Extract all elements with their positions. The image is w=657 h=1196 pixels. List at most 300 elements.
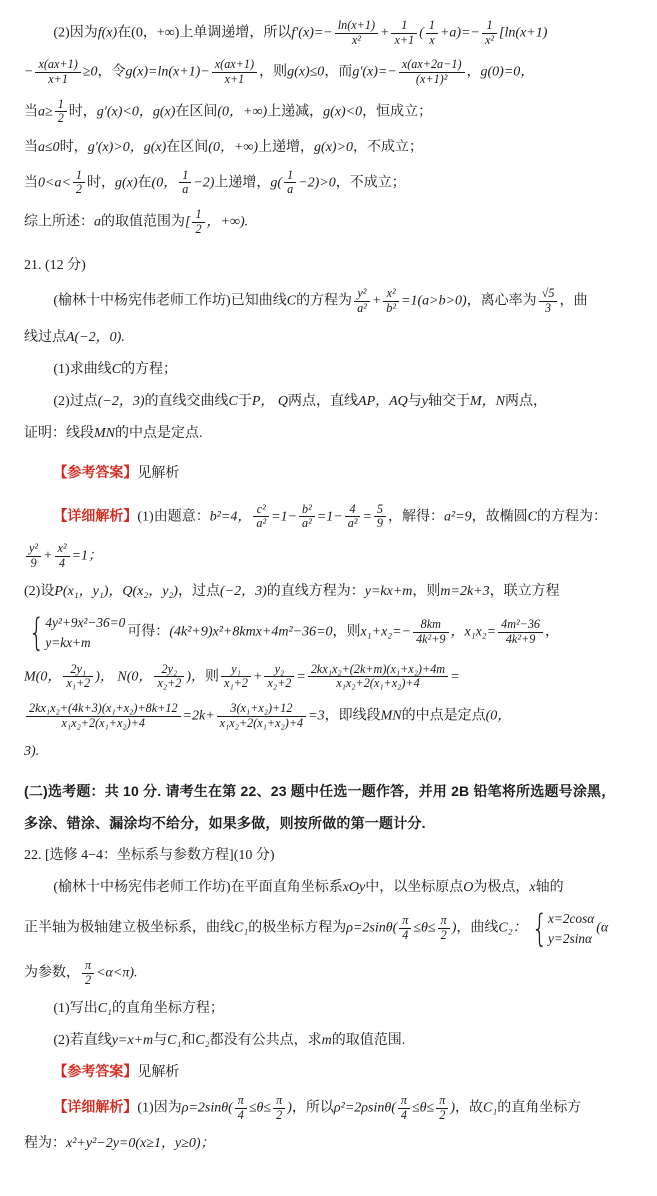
text-run: 22. [选修 4−4：坐标系与参数方程](10 分) — [24, 848, 275, 864]
text-run: (二)选考题：共 10 分. 请考生在第 22、23 题中任选一题作答，并用 2B 铅笔将所选题号涂黑， — [24, 783, 616, 800]
math-run: (α — [596, 920, 609, 936]
text-line — [24, 845, 639, 866]
fraction — [154, 663, 184, 691]
fraction — [374, 503, 386, 531]
math-run: C — [228, 393, 238, 409]
fraction — [55, 98, 67, 126]
fraction — [35, 58, 80, 86]
text-line — [24, 581, 639, 602]
text-run: (2)设 — [24, 584, 55, 600]
answer-label: 【参考答案】 — [53, 1065, 138, 1081]
fraction-numerator: π — [436, 1094, 448, 1109]
math-run: y=kx+m — [364, 584, 413, 600]
answer-label: 【详细解析】 — [53, 509, 138, 525]
text-run: 两点，直线 — [288, 393, 359, 409]
math-run: AP，AQ — [358, 393, 408, 409]
text-line — [24, 906, 639, 950]
fraction — [498, 618, 543, 646]
math-run: g′(x)<0，g(x) — [96, 103, 176, 119]
fraction-denominator: 4k²+9 — [505, 632, 536, 647]
fraction — [391, 19, 417, 47]
math-run: C₂ — [195, 1033, 210, 1049]
text-run: 轴的 — [535, 880, 564, 896]
math-run: ) — [287, 1100, 292, 1116]
text-run: (1)由题意： — [137, 509, 210, 525]
text-line — [24, 137, 639, 158]
text-run: ，解得： — [387, 509, 444, 525]
text-run: 见解析 — [137, 1065, 180, 1081]
fraction-denominator: 3 — [545, 301, 552, 316]
fraction-denominator: b² — [386, 301, 397, 316]
fraction-numerator: π — [438, 914, 450, 929]
text-run: 的中点是定点 — [401, 708, 486, 724]
math-run: g′(x)>0，g(x) — [87, 139, 167, 155]
math-run: ) — [451, 920, 457, 936]
fraction — [26, 542, 41, 570]
fraction-numerator: π — [82, 959, 94, 974]
math-run: + — [371, 293, 382, 309]
fraction-numerator: 3(x₁+x₂)+12 — [217, 702, 306, 717]
text-run: 的方程为 — [296, 293, 353, 309]
text-run: 的取值范围. — [331, 1033, 406, 1049]
fraction-denominator: x₁+2 — [224, 676, 248, 691]
math-run: y — [421, 393, 428, 409]
fraction — [212, 58, 257, 86]
text-line — [24, 741, 639, 762]
fraction — [398, 1094, 410, 1122]
equation-row: 4y²+9x²−36=0 — [45, 615, 126, 631]
math-run: x₁+x₂=− — [360, 624, 412, 640]
math-run: )， N(0， — [95, 669, 153, 685]
text-line — [24, 423, 639, 444]
text-run: 当 — [24, 175, 38, 191]
text-run: 的直线交曲线 — [144, 393, 229, 409]
text-run: (榆林十中杨宪伟老师工作坊)在平面直角坐标系 — [53, 880, 343, 896]
text-line — [24, 391, 639, 412]
text-run: 于 — [237, 393, 252, 409]
text-line — [24, 98, 639, 126]
fraction-numerator: x(ax+2a−1) — [399, 58, 465, 73]
math-run: = — [362, 509, 372, 525]
math-run: + — [252, 669, 263, 685]
text-line — [24, 359, 639, 380]
text-run: (1)因为 — [137, 1100, 182, 1116]
fraction-numerator: 1 — [73, 169, 85, 184]
math-run: (−2，3) — [219, 584, 267, 600]
text-run: (榆林十中杨宪伟老师工作坊)已知曲线 — [53, 293, 287, 309]
fraction-numerator: 1 — [192, 208, 204, 223]
math-run: = — [450, 669, 460, 685]
fraction-denominator: 2 — [57, 111, 64, 126]
fraction-numerator: x(ax+1) — [212, 58, 257, 73]
fraction-denominator: a² — [302, 516, 312, 531]
text-run: 的取值范围为 — [101, 214, 185, 230]
fraction-denominator: x+1 — [224, 71, 245, 86]
math-run: ) — [450, 1100, 456, 1116]
text-run: 在区间 — [175, 103, 218, 119]
text-run: 可得： — [127, 624, 170, 640]
math-run: MN — [380, 708, 402, 724]
equation-system — [529, 906, 595, 950]
text-run: 证明：线段 — [24, 425, 94, 441]
math-run: g( — [270, 175, 283, 191]
text-run: 的方程； — [121, 361, 178, 377]
math-run: =1− — [271, 509, 298, 525]
text-run: ，则 — [259, 64, 288, 80]
fraction-numerator: 1 — [284, 169, 296, 184]
math-run: =1− — [316, 509, 343, 525]
brace-icon: { — [531, 906, 548, 950]
text-run: ，离心率为 — [466, 293, 537, 309]
fraction-denominator: x+1 — [394, 32, 415, 47]
text-run: 的极坐标方程为 — [248, 920, 347, 936]
text-line — [24, 998, 639, 1019]
fraction — [26, 702, 181, 730]
text-run: 当 — [24, 139, 38, 155]
text-line — [24, 208, 639, 236]
math-run: C₂： — [498, 920, 527, 936]
math-run: + — [43, 548, 53, 564]
fraction-numerator: y² — [26, 542, 41, 557]
fraction-numerator: y₁ — [221, 663, 251, 678]
text-run: 多涂、错涂、漏涂均不给分，如果多做，则按所做的第一题计分. — [24, 815, 426, 832]
fraction-numerator: x² — [55, 542, 70, 557]
text-line — [24, 1062, 639, 1083]
fraction-numerator: 1 — [55, 98, 67, 113]
fraction — [55, 542, 70, 570]
equation-row: x=2cosα — [548, 911, 595, 927]
fraction-numerator: π — [273, 1094, 285, 1109]
text-run: 与 — [153, 1033, 168, 1049]
fraction — [383, 287, 399, 315]
text-run: ，曲 — [559, 293, 588, 309]
math-run: C — [527, 509, 537, 525]
fraction-denominator: x² — [351, 32, 361, 47]
fraction-denominator: 2 — [440, 928, 447, 943]
text-run: ，而 — [324, 64, 353, 80]
text-run: 的直线方程为： — [266, 584, 365, 600]
text-run: 在区间 — [166, 139, 209, 155]
math-run: xOy — [342, 880, 366, 896]
text-run: 都没有公共点，求 — [209, 1033, 322, 1049]
text-run: 上递增， — [214, 175, 271, 191]
text-line — [24, 663, 639, 691]
fraction-denominator: x — [429, 32, 435, 47]
fraction-denominator: a² — [347, 516, 358, 531]
fraction-numerator: 1 — [426, 19, 438, 34]
text-line — [24, 255, 639, 276]
text-run: (2)若直线 — [53, 1033, 112, 1049]
text-run: ， — [466, 64, 481, 80]
math-run: + — [380, 25, 390, 41]
text-run: 时， — [59, 139, 88, 155]
math-run: y=x+m — [111, 1033, 154, 1049]
text-run: 上递增， — [258, 139, 315, 155]
fraction — [82, 959, 94, 987]
fraction-denominator: 4 — [59, 555, 66, 570]
text-line — [24, 58, 639, 86]
fraction-denominator: x₁x₂+2(x₁+x₂)+4 — [219, 715, 304, 730]
math-run: x — [529, 880, 536, 896]
math-run: (0，+∞) — [208, 139, 259, 155]
math-run: A(−2，0). — [66, 329, 125, 345]
equation-system-rows — [45, 613, 125, 652]
text-line — [24, 781, 639, 802]
math-run: C₁ — [483, 1100, 498, 1116]
text-line — [24, 702, 639, 730]
text-run: ，恒成立； — [362, 103, 433, 119]
fraction-denominator: a — [287, 182, 294, 197]
text-run: ，过点 — [177, 584, 220, 600]
fraction-denominator: 9 — [376, 516, 383, 531]
text-line — [24, 610, 639, 654]
text-run: 时， — [87, 175, 115, 191]
text-run: ， — [545, 624, 560, 640]
fraction — [399, 58, 465, 86]
math-run: O — [463, 880, 474, 896]
text-run: 当 — [24, 103, 38, 119]
math-run: g(x)≤0 — [287, 64, 325, 80]
fraction-denominator: 2 — [85, 972, 92, 987]
text-run: 两点， — [505, 393, 547, 409]
math-run: <α<π). — [96, 965, 138, 981]
math-run: =3 — [308, 708, 325, 724]
text-run: 与 — [407, 393, 422, 409]
fraction-numerator: 4m²−36 — [498, 618, 543, 633]
math-run: C — [286, 293, 297, 309]
fraction-numerator: 4 — [345, 503, 361, 518]
fraction-numerator: x² — [383, 287, 399, 302]
fraction-denominator: 2 — [439, 1107, 446, 1122]
math-run: MN — [94, 425, 115, 441]
fraction-numerator: 8km — [413, 618, 448, 633]
text-run: 上递减， — [267, 103, 324, 119]
text-run: 中，以坐标原点 — [365, 880, 464, 896]
text-run: 的直角坐标方 — [497, 1100, 582, 1116]
math-run: m=2k+3 — [440, 584, 490, 600]
math-run: M(0， — [24, 669, 62, 685]
text-run: 的中点是定点. — [115, 425, 203, 441]
fraction — [413, 618, 448, 646]
text-run: ，故椭圆 — [471, 509, 528, 525]
fraction-denominator: 4 — [237, 1107, 244, 1122]
math-run: (4k²+9)x²+8kmx+4m²−36=0 — [169, 624, 333, 640]
math-run: C₁ — [97, 1001, 112, 1017]
text-run: 在(0，+∞)上单调递增，所以 — [117, 25, 292, 41]
fraction-numerator: 2kx₁x₂+(4k+3)(x₁+x₂)+8k+12 — [26, 702, 181, 717]
math-run: ≤θ≤ — [413, 920, 436, 936]
fraction-denominator: x₁x₂+2(x₁+x₂)+4 — [336, 676, 420, 691]
fraction-denominator: x₁+2 — [66, 676, 91, 691]
fraction — [179, 169, 191, 197]
text-run: ，令 — [97, 64, 126, 80]
fraction-numerator: y² — [354, 287, 370, 302]
fraction — [63, 663, 93, 691]
fraction-denominator: 4 — [402, 928, 409, 943]
fraction-numerator: y₂ — [264, 663, 294, 678]
fraction-numerator: 2kx₁x₂+(2k+m)(x₁+x₂)+4m — [308, 663, 448, 678]
fraction — [539, 287, 558, 315]
fraction-numerator: 1 — [391, 19, 417, 34]
answer-label: 【详细解析】 — [53, 1100, 138, 1116]
equation-system-rows — [548, 909, 594, 948]
fraction-numerator: π — [398, 1094, 410, 1109]
math-run: C — [111, 361, 122, 377]
fraction-numerator: 5 — [374, 503, 386, 518]
math-run: ，x₁x₂= — [450, 624, 497, 640]
fraction-numerator: b² — [299, 503, 315, 518]
fraction-denominator: 9 — [30, 555, 37, 570]
math-run: =2k+ — [182, 708, 215, 724]
equation-row: y=kx+m — [45, 634, 91, 650]
text-run: (1)求曲线 — [53, 361, 112, 377]
math-run: g(x)>0 — [314, 139, 354, 155]
text-run: 的直角坐标方程； — [111, 1001, 224, 1017]
math-run: a²=9 — [443, 509, 472, 525]
text-run: (1)写出 — [53, 1001, 98, 1017]
text-run: ，曲线 — [456, 920, 499, 936]
text-line — [24, 877, 639, 898]
math-run: −2)>0 — [298, 175, 336, 191]
fraction-numerator: √5 — [539, 287, 558, 302]
text-run: (2)因为 — [53, 25, 98, 41]
text-run: 综上所述： — [24, 214, 94, 230]
math-run: ≤θ≤ — [248, 1100, 272, 1116]
text-line — [24, 169, 639, 197]
text-run: 见解析 — [137, 465, 180, 481]
math-run: M，N — [470, 393, 505, 409]
math-run: f(x) — [97, 25, 118, 41]
text-run: (2)过点 — [53, 393, 98, 409]
fraction-numerator: 1 — [179, 169, 191, 184]
math-run: g(0)=0， — [480, 64, 535, 80]
math-run: 3). — [24, 744, 40, 760]
fraction-numerator: x(ax+1) — [35, 58, 80, 73]
fraction — [426, 19, 438, 47]
text-run: 和 — [181, 1033, 196, 1049]
math-run: (−2，3) — [97, 393, 145, 409]
fraction — [345, 503, 361, 531]
fraction — [284, 169, 296, 197]
fraction-numerator: 1 — [482, 19, 497, 34]
fraction-denominator: x+1 — [48, 71, 68, 86]
text-run: 为参数， — [24, 965, 80, 981]
math-run: =1(a>b>0) — [401, 293, 467, 309]
math-run: ≥0 — [82, 64, 98, 80]
fraction-denominator: 2 — [195, 221, 202, 236]
math-run: (0， — [151, 175, 178, 191]
fraction-denominator: 2 — [75, 182, 82, 197]
math-run: −2) — [193, 175, 215, 191]
math-run: [ln(x+1) — [499, 25, 548, 41]
math-run: g(x)=ln(x+1)− — [125, 64, 210, 80]
math-run: ρ²=2ρsinθ( — [333, 1100, 396, 1116]
text-run: 时， — [68, 103, 97, 119]
text-run: ，联立方程 — [489, 584, 560, 600]
fraction-denominator: x₂+2 — [267, 676, 292, 691]
math-run: a≤0 — [38, 139, 60, 155]
text-run: 21. (12 分) — [24, 258, 86, 274]
fraction-denominator: x₂+2 — [157, 676, 182, 691]
text-run: ，所以 — [291, 1100, 334, 1116]
fraction-denominator: 4 — [400, 1107, 407, 1122]
text-line — [24, 287, 639, 315]
fraction — [264, 663, 294, 691]
fraction — [273, 1094, 285, 1122]
math-run: = — [296, 669, 306, 685]
math-run: =1； — [71, 548, 103, 564]
text-line — [24, 542, 639, 570]
fraction — [235, 1094, 247, 1122]
text-run: ，即线段 — [324, 708, 381, 724]
fraction — [482, 19, 497, 47]
brace-icon: { — [28, 610, 45, 654]
text-run: 线过点 — [24, 329, 66, 345]
text-line — [24, 1030, 639, 1051]
text-line — [24, 463, 639, 484]
text-line — [24, 327, 639, 348]
math-run: )， — [186, 669, 206, 685]
fraction-denominator: 2 — [276, 1107, 283, 1122]
math-run: (0， — [485, 708, 512, 724]
text-run: ，则 — [332, 624, 361, 640]
text-run: 为极点， — [473, 880, 530, 896]
fraction-denominator: a — [182, 182, 189, 197]
fraction-denominator: x₁x₂+2(x₁+x₂)+4 — [61, 715, 145, 730]
math-run: P(x₁，y₁)，Q(x₂，y₂) — [54, 584, 178, 600]
math-run: ( — [419, 25, 424, 41]
fraction-numerator: π — [235, 1094, 247, 1109]
math-run: a — [94, 214, 101, 230]
math-run: C₁ — [234, 920, 249, 936]
math-run: (0，+∞) — [217, 103, 268, 119]
math-run: [ — [185, 214, 191, 230]
math-run: ≤θ≤ — [411, 1100, 435, 1116]
math-run: m — [321, 1033, 332, 1049]
math-run: g′(x)=− — [352, 64, 397, 80]
text-line — [24, 813, 639, 834]
math-run: +a)=− — [439, 25, 480, 41]
text-line — [24, 1133, 639, 1154]
fraction — [192, 208, 204, 236]
fraction — [399, 914, 411, 942]
math-run: f′(x)=− — [291, 25, 333, 41]
math-run: P， Q — [251, 393, 289, 409]
math-run: ρ=2sinθ( — [181, 1100, 233, 1116]
math-run: 0<a< — [38, 175, 71, 191]
fraction — [217, 702, 306, 730]
text-line — [24, 503, 639, 531]
text-run: 的方程为： — [536, 509, 607, 525]
fraction-numerator: 2y₁ — [63, 663, 93, 678]
fraction-denominator: (x+1)² — [415, 71, 448, 86]
text-line — [24, 959, 639, 987]
fraction-denominator: a² — [357, 301, 367, 316]
text-run: ，故 — [455, 1100, 484, 1116]
fraction-denominator: a² — [256, 516, 267, 531]
text-run: ，不成立； — [353, 139, 424, 155]
text-run: 正半轴为极轴建立极坐标系，曲线 — [24, 920, 234, 936]
fraction — [308, 663, 448, 691]
math-run: − — [24, 64, 34, 80]
text-run: 在 — [137, 175, 152, 191]
fraction-numerator: π — [399, 914, 411, 929]
math-run: ，+∞). — [206, 214, 249, 230]
text-run: 程为： — [24, 1136, 66, 1152]
fraction-numerator: ln(x+1) — [335, 19, 378, 34]
fraction-denominator: 4k²+9 — [416, 632, 446, 647]
fraction — [436, 1094, 448, 1122]
